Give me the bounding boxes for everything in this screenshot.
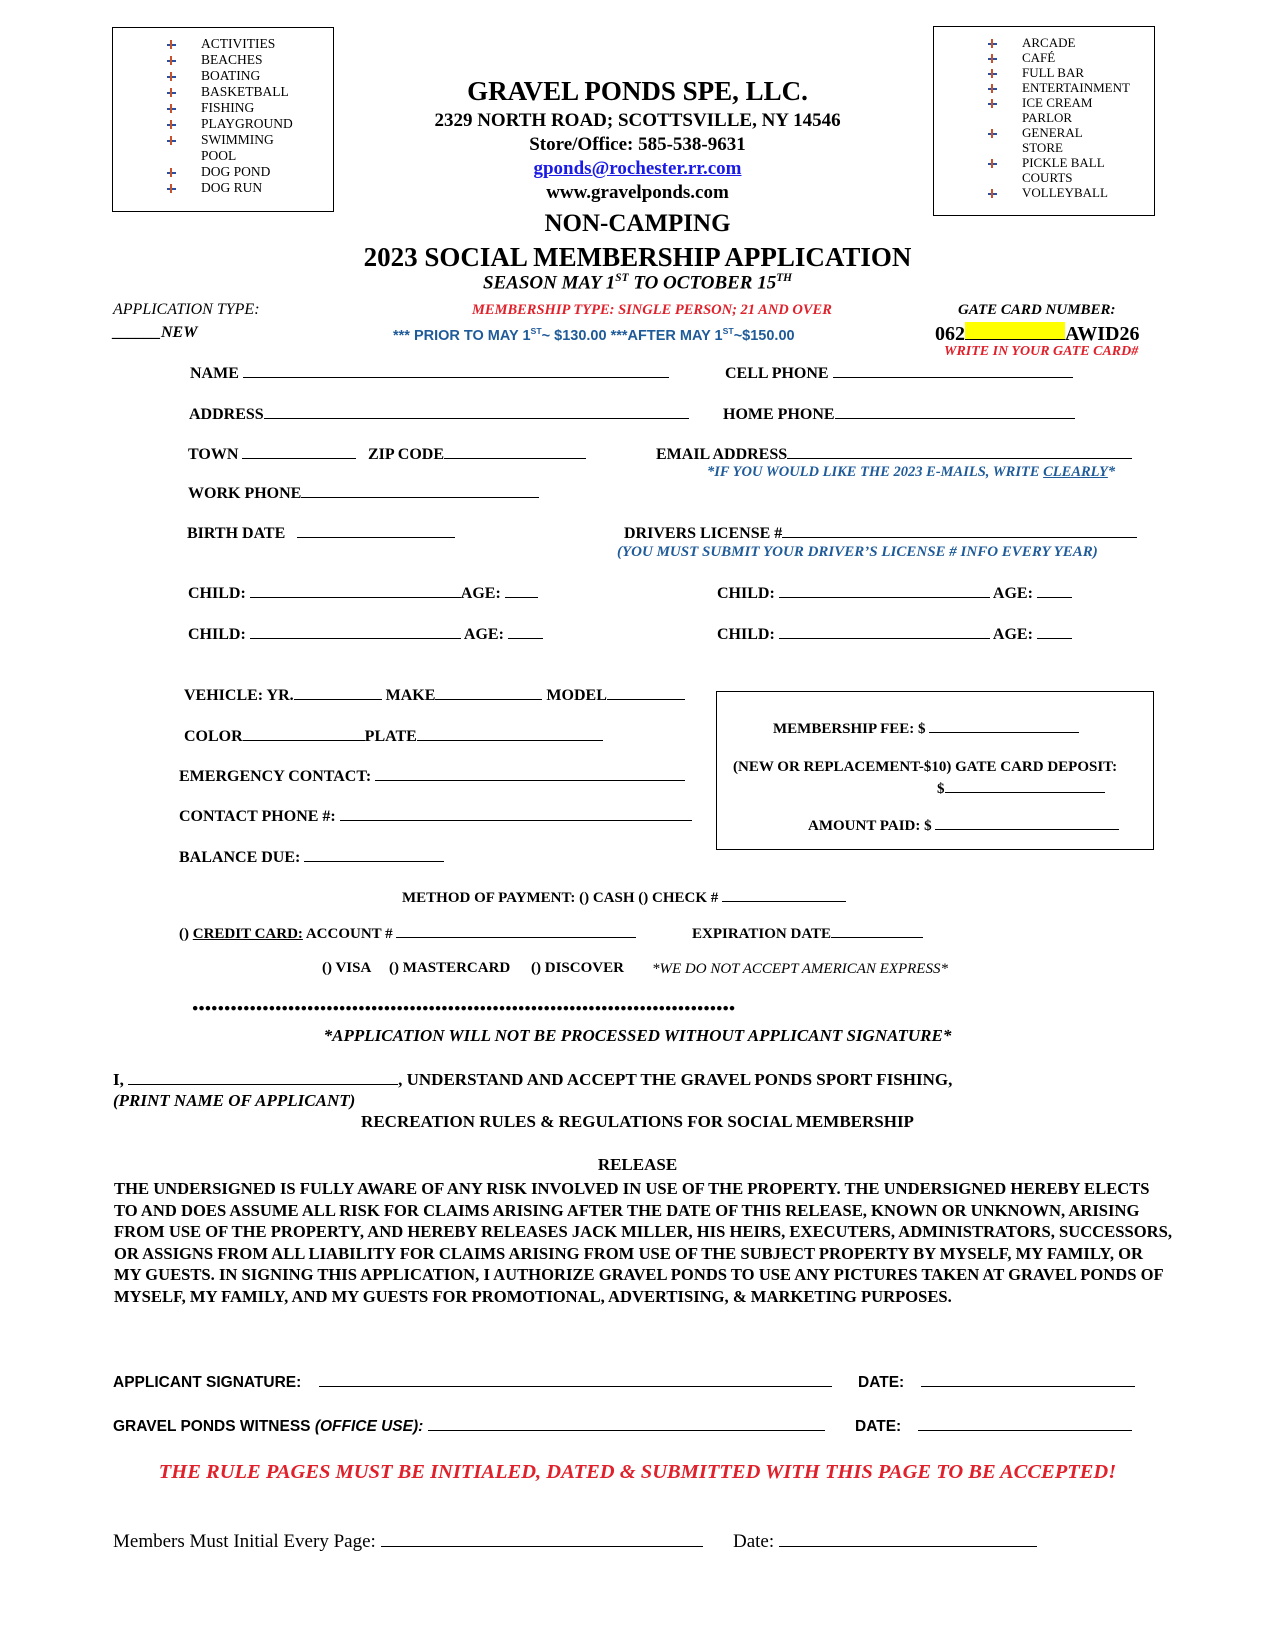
initial-date-label: Date: bbox=[733, 1531, 775, 1552]
child-4-age-label: AGE: bbox=[992, 626, 1033, 643]
amount-paid-field[interactable] bbox=[808, 816, 1119, 835]
town-label: TOWN bbox=[188, 446, 239, 463]
drivers-license-label: DRIVERS LICENSE # bbox=[624, 525, 783, 542]
season-end: TO OCTOBER 15 bbox=[628, 272, 777, 294]
initial-date-input[interactable] bbox=[779, 1530, 1037, 1547]
credit-card-label: CREDIT CARD: bbox=[192, 926, 303, 942]
witness-date-field[interactable] bbox=[855, 1416, 1132, 1436]
emergency-contact-label: EMERGENCY CONTACT: bbox=[179, 768, 372, 785]
title-non-camping: NON-CAMPING bbox=[544, 210, 731, 237]
deposit-dollar: $ bbox=[937, 781, 945, 797]
contact-phone-field[interactable] bbox=[179, 806, 692, 826]
vehicle-row[interactable] bbox=[184, 685, 685, 705]
gate-card-number[interactable] bbox=[935, 322, 1139, 346]
credit-card-row[interactable] bbox=[179, 924, 636, 943]
color-input[interactable] bbox=[243, 726, 365, 741]
drivers-license-note: (YOU MUST SUBMIT YOUR DRIVER’S LICENSE # INFO EVERY YEAR) bbox=[617, 544, 1098, 560]
pricing bbox=[393, 326, 795, 344]
pricing-sup-2: ST bbox=[722, 326, 734, 336]
child-4-field[interactable] bbox=[717, 624, 1072, 644]
visa-option[interactable]: () VISA bbox=[322, 960, 372, 976]
pricing-part-c: ~$150.00 bbox=[733, 327, 795, 344]
email-note bbox=[707, 464, 1115, 481]
work-phone-field[interactable] bbox=[188, 483, 539, 503]
child-2-age-input[interactable] bbox=[1037, 583, 1072, 598]
season-sup-1: ST bbox=[615, 272, 629, 284]
membership-fee-field[interactable] bbox=[773, 719, 1079, 738]
understand-text: , UNDERSTAND AND ACCEPT THE GRAVEL PONDS SPORT FISHING, bbox=[398, 1070, 953, 1089]
company-phone: Store/Office: 585-538-9631 bbox=[529, 134, 746, 155]
account-input[interactable] bbox=[396, 924, 636, 938]
address-label: ADDRESS bbox=[189, 406, 264, 423]
cell-phone-input[interactable] bbox=[833, 363, 1073, 378]
amenity-item: BASKETBALL bbox=[113, 84, 333, 100]
company-website: www.gravelponds.com bbox=[546, 182, 729, 203]
name-label: NAME bbox=[190, 365, 239, 382]
method-of-payment[interactable] bbox=[402, 888, 846, 907]
amenity-item: SWIMMING bbox=[113, 132, 333, 148]
child-2-input[interactable] bbox=[779, 583, 990, 598]
season-sup-2: TH bbox=[776, 272, 793, 284]
release-text: THE UNDERSIGNED IS FULLY AWARE OF ANY RISK INVOLVED IN USE OF THE PROPERTY. THE UNDERSIGNED HEREBY ELECTS TO AND DOES ASSUME ALL RISK FOR CLAIMS ARISING AFTER THE DATE OF THIS RELEASE, KNOWN OR UNKNOWN, ARISING FROM USE OF THE PROPERTY, AND HEREBY RELEASES JACK MILLER, HIS HEIRS, EXECUTERS, ADMINISTRATORS, SUCCESSORS, OR ASSIGNS FROM ALL LIABILITY FOR CLAIMS ARISING FROM USE OF THE SUBJECT PROPERTY BY MYSELF, MY FAMILY, OR MY GUESTS. IN SIGNING THIS APPLICATION, I AUTHORIZE GRAVEL PONDS TO USE ANY PICTURES TAKEN AT GRAVEL PONDS OF MYSELF, MY FAMILY, AND MY GUESTS FOR PROMOTIONAL, ADVERTISING, & MARKETING PURPOSES. bbox=[114, 1179, 1172, 1306]
application-type-label: APPLICATION TYPE: bbox=[113, 301, 260, 318]
amenity-item: ACTIVITIES bbox=[113, 36, 333, 52]
expiration-field[interactable] bbox=[692, 924, 923, 943]
account-label: ACCOUNT # bbox=[302, 926, 393, 942]
amenity-item: FISHING bbox=[113, 100, 333, 116]
child-3-label: CHILD: bbox=[188, 626, 246, 643]
town-field[interactable] bbox=[188, 444, 356, 464]
print-name-input[interactable] bbox=[128, 1070, 398, 1085]
initial-input[interactable] bbox=[381, 1530, 703, 1547]
child-2-label: CHILD: bbox=[717, 585, 775, 602]
amenity-item: DOG POND bbox=[113, 164, 333, 180]
child-1-age-input[interactable] bbox=[505, 583, 538, 598]
pricing-part-b: ~ $130.00 ***AFTER MAY 1 bbox=[541, 327, 723, 344]
applicant-date-field[interactable] bbox=[858, 1372, 1135, 1392]
child-3-age-label: AGE: bbox=[463, 626, 504, 643]
birth-date-field[interactable] bbox=[187, 523, 455, 543]
color-label: COLOR bbox=[184, 728, 243, 745]
company-address: 2329 NORTH ROAD; SCOTTSVILLE, NY 14546 bbox=[434, 110, 841, 131]
amenity-item: ENTERTAINMENT bbox=[934, 80, 1154, 95]
town-input[interactable] bbox=[242, 444, 356, 459]
amenity-item: COURTS bbox=[1022, 170, 1073, 185]
birth-date-label: BIRTH DATE bbox=[187, 525, 286, 542]
expiration-input[interactable] bbox=[831, 924, 923, 938]
email-note-c: * bbox=[1107, 464, 1116, 480]
amex-note: *WE DO NOT ACCEPT AMERICAN EXPRESS* bbox=[652, 961, 948, 977]
amenity-item: GENERAL bbox=[934, 125, 1154, 140]
gate-card-input[interactable] bbox=[965, 322, 1065, 340]
child-2-field[interactable] bbox=[717, 583, 1072, 603]
title-application: 2023 SOCIAL MEMBERSHIP APPLICATION bbox=[363, 242, 912, 272]
gate-card-deposit-label: (NEW OR REPLACEMENT-$10) GATE CARD DEPOSIT: bbox=[733, 759, 1118, 775]
model-input[interactable] bbox=[607, 685, 685, 700]
child-1-field[interactable] bbox=[188, 583, 538, 603]
amenity-item: DOG RUN bbox=[113, 180, 333, 196]
child-2-age-label: AGE: bbox=[992, 585, 1033, 602]
emergency-contact-input[interactable] bbox=[375, 766, 685, 781]
amount-paid-input[interactable] bbox=[935, 816, 1119, 830]
cc-checkbox[interactable]: () bbox=[179, 926, 193, 942]
applicant-date-input[interactable] bbox=[921, 1372, 1135, 1387]
name-field[interactable] bbox=[190, 363, 669, 383]
model-label: MODEL bbox=[546, 687, 607, 704]
color-plate-row[interactable] bbox=[184, 726, 603, 746]
applicant-date-label: DATE: bbox=[858, 1374, 905, 1391]
amenity-item: PLAYGROUND bbox=[113, 116, 333, 132]
amenity-item: ARCADE bbox=[934, 35, 1154, 50]
amenity-item: PICKLE BALL bbox=[934, 155, 1154, 170]
initial-date-field[interactable] bbox=[733, 1530, 1037, 1553]
release-title: RELEASE bbox=[597, 1155, 678, 1174]
initial-field[interactable] bbox=[113, 1530, 703, 1553]
amount-paid-label: AMOUNT PAID: $ bbox=[808, 818, 932, 834]
zip-label: ZIP CODE bbox=[368, 446, 445, 463]
address-input[interactable] bbox=[264, 404, 689, 419]
child-4-input[interactable] bbox=[779, 624, 990, 639]
child-3-age-input[interactable] bbox=[508, 624, 543, 639]
drivers-license-field[interactable] bbox=[624, 523, 1137, 543]
vehicle-yr-input[interactable] bbox=[294, 685, 382, 700]
home-phone-field[interactable] bbox=[723, 404, 1075, 424]
membership-fee-label: MEMBERSHIP FEE: $ bbox=[773, 721, 926, 737]
amenity-item: ICE CREAM bbox=[934, 95, 1154, 110]
work-phone-input[interactable] bbox=[301, 483, 539, 498]
payment-method-label: METHOD OF PAYMENT: () CASH () CHECK # bbox=[402, 890, 719, 906]
pricing-part-a: *** PRIOR TO MAY 1 bbox=[393, 327, 531, 344]
check-number-input[interactable] bbox=[722, 888, 846, 902]
applicant-signature-input[interactable] bbox=[319, 1372, 832, 1387]
balance-due-input[interactable] bbox=[304, 847, 444, 862]
home-phone-input[interactable] bbox=[835, 404, 1075, 419]
email-field[interactable] bbox=[656, 444, 1132, 464]
initial-label: Members Must Initial Every Page: bbox=[113, 1531, 376, 1552]
season-start: SEASON MAY 1 bbox=[482, 272, 616, 294]
child-1-age-label: AGE: bbox=[460, 585, 501, 602]
application-type-value: ______NEW bbox=[113, 324, 198, 341]
zip-input[interactable] bbox=[444, 444, 586, 459]
witness-field[interactable] bbox=[113, 1416, 825, 1436]
pricing-sup-1: ST bbox=[530, 326, 542, 336]
amenity-item: STORE bbox=[1022, 140, 1063, 155]
discover-option[interactable]: () DISCOVER bbox=[531, 960, 624, 976]
amenity-item: FULL BAR bbox=[934, 65, 1154, 80]
emergency-contact-field[interactable] bbox=[179, 766, 685, 786]
make-label: MAKE bbox=[385, 687, 436, 704]
child-4-label: CHILD: bbox=[717, 626, 775, 643]
gate-card-prefix: 062 bbox=[935, 323, 965, 345]
amenity-item: CAFÉ bbox=[934, 50, 1154, 65]
company-email-link[interactable]: gponds@rochester.rr.com bbox=[533, 158, 742, 179]
mastercard-option[interactable]: () MASTERCARD bbox=[389, 960, 511, 976]
plate-label: PLATE bbox=[364, 728, 417, 745]
amenity-item: PARLOR bbox=[1022, 110, 1073, 125]
membership-type: MEMBERSHIP TYPE: SINGLE PERSON; 21 AND OVER bbox=[472, 302, 832, 318]
child-3-field[interactable] bbox=[188, 624, 543, 644]
amenity-item: VOLLEYBALL bbox=[934, 185, 1154, 200]
gate-card-label: GATE CARD NUMBER: bbox=[958, 302, 1116, 318]
name-input[interactable] bbox=[243, 363, 669, 378]
make-input[interactable] bbox=[435, 685, 542, 700]
applicant-signature-field[interactable] bbox=[113, 1372, 832, 1392]
season-dates bbox=[0, 272, 1275, 294]
gate-card-deposit-input[interactable] bbox=[945, 779, 1105, 793]
balance-due-field[interactable] bbox=[179, 847, 444, 867]
amenity-item: POOL bbox=[201, 148, 237, 163]
print-name-note: (PRINT NAME OF APPLICANT) bbox=[113, 1091, 356, 1110]
i-label: I, bbox=[113, 1070, 124, 1089]
rule-pages-warning: THE RULE PAGES MUST BE INITIALED, DATED & SUBMITTED WITH THIS PAGE TO BE ACCEPTED! bbox=[158, 1461, 1117, 1483]
gate-card-note: WRITE IN YOUR GATE CARD# bbox=[944, 344, 1139, 359]
contact-phone-input[interactable] bbox=[340, 806, 692, 821]
expiration-label: EXPIRATION DATE bbox=[692, 926, 832, 942]
gate-card-deposit-field[interactable] bbox=[937, 779, 1105, 798]
balance-due-label: BALANCE DUE: bbox=[179, 849, 301, 866]
address-field[interactable] bbox=[189, 404, 689, 424]
rules-title: RECREATION RULES & REGULATIONS FOR SOCIAL MEMBERSHIP bbox=[361, 1112, 914, 1131]
work-phone-label: WORK PHONE bbox=[188, 485, 302, 502]
contact-phone-label: CONTACT PHONE #: bbox=[179, 808, 336, 825]
child-3-input[interactable] bbox=[250, 624, 461, 639]
amenity-item: BOATING bbox=[113, 68, 333, 84]
witness-input[interactable] bbox=[428, 1416, 825, 1431]
understand-line[interactable] bbox=[113, 1070, 952, 1090]
drivers-license-input[interactable] bbox=[782, 523, 1137, 538]
email-label: EMAIL ADDRESS bbox=[656, 446, 788, 463]
vehicle-yr-label: VEHICLE: YR. bbox=[184, 687, 294, 704]
child-1-label: CHILD: bbox=[188, 585, 246, 602]
signature-warning: *APPLICATION WILL NOT BE PROCESSED WITHOUT APPLICANT SIGNATURE* bbox=[323, 1026, 952, 1045]
plate-input[interactable] bbox=[417, 726, 603, 741]
amenity-item: BEACHES bbox=[113, 52, 333, 68]
company-name: GRAVEL PONDS SPE, LLC. bbox=[467, 76, 808, 106]
home-phone-label: HOME PHONE bbox=[723, 406, 835, 423]
witness-office-use: (OFFICE USE): bbox=[314, 1418, 424, 1435]
witness-date-label: DATE: bbox=[855, 1418, 902, 1435]
cell-phone-label: CELL PHONE bbox=[725, 365, 829, 382]
gate-card-suffix: AWID26 bbox=[1065, 323, 1140, 345]
dotted-divider: ●●●●●●●●●●●●●●●●●●●●●●●●●●●●●●●●●●●●●●●●●●●●●●●●●●●●●●●●●●●●●●●●●●●●●●●●●●●●●●●●●●●●● bbox=[192, 1003, 736, 1014]
zip-field[interactable] bbox=[368, 444, 586, 464]
email-input[interactable] bbox=[787, 444, 1132, 459]
birth-date-input[interactable] bbox=[297, 523, 455, 538]
child-4-age-input[interactable] bbox=[1037, 624, 1072, 639]
witness-label: GRAVEL PONDS WITNESS bbox=[113, 1418, 315, 1435]
email-note-a: *IF YOU WOULD LIKE THE 2023 E-MAILS, WRITE bbox=[707, 464, 1044, 480]
membership-fee-input[interactable] bbox=[929, 719, 1079, 733]
email-note-b: CLEARLY bbox=[1043, 464, 1108, 480]
cell-phone-field[interactable] bbox=[725, 363, 1073, 383]
child-1-input[interactable] bbox=[250, 583, 461, 598]
witness-date-input[interactable] bbox=[918, 1416, 1132, 1431]
applicant-signature-label: APPLICANT SIGNATURE: bbox=[113, 1374, 302, 1391]
